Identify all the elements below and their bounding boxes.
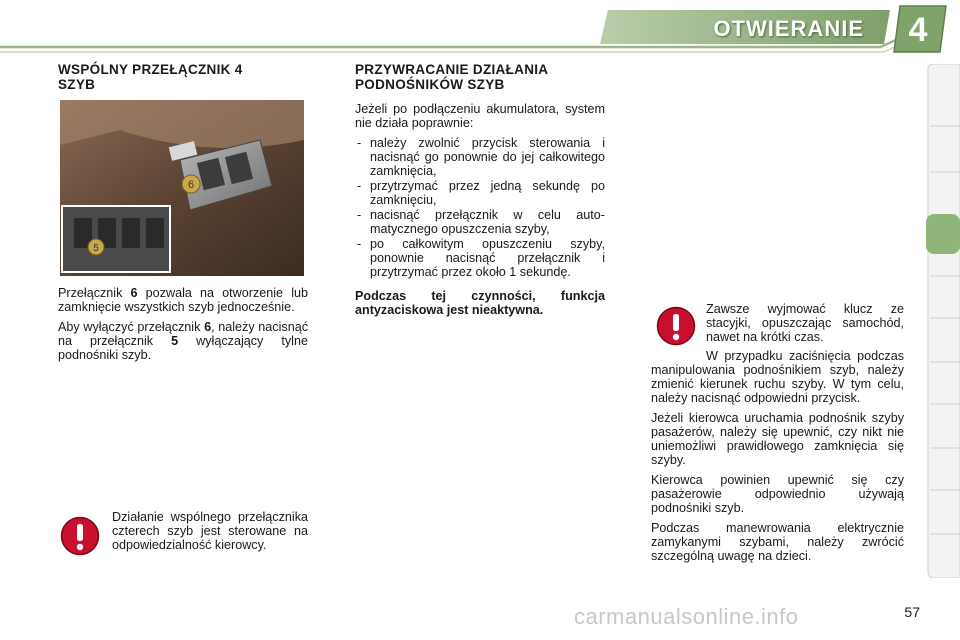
text-run: , należy nacisnąć na przełącznik — [58, 320, 309, 348]
section-title-common-switch — [58, 62, 308, 92]
chapter-title: OTWIERANIE — [713, 16, 864, 41]
warning-text: Działanie wspólnego przełącznika czterech szyb jest sterowane na odpowiedzialność kierowcy. — [112, 510, 308, 552]
title-line: WSPÓLNY PRZEŁĄCZNIK 4 — [58, 62, 243, 77]
warning-text: Zawsze wyjmować klucz ze stacyjki, opuszczając samochód, nawet na krótki czas. — [706, 302, 904, 344]
intro-text: Jeżeli po podłączeniu akumulatora, system nie działa poprawnie: — [355, 102, 605, 130]
switch-number: 5 — [171, 334, 179, 348]
list-item: - należy zwolnić przycisk sterowania i nacisnąć go ponownie do jej całkowitego zamknięcia, — [355, 136, 605, 178]
paragraph: Jeżeli kierowca uruchamia podnośnik szyby pasażerów, należy się upewnić, czy nikt nie uniemożliwi prawidłowego zamknięcia się szyby. — [651, 411, 904, 467]
warning-icon — [656, 306, 696, 346]
text-run: Aby wyłączyć przełącznik — [58, 320, 205, 334]
steps-list — [355, 136, 605, 279]
list-item: - po całkowitym opuszczeniu szyby, ponownie nacisnąć przełącznik i przytrzymać przez około 1 sekundę. — [355, 237, 605, 279]
paragraph — [58, 286, 308, 314]
title-line: PODNOŚNIKÓW SZYB — [355, 77, 505, 92]
right-warning-head — [706, 302, 904, 350]
left-column — [58, 62, 308, 92]
warning-icon — [60, 516, 100, 556]
page-number: 57 — [904, 604, 920, 620]
paragraph: Podczas manewrowania elektrycznie zamykanymi szybami, należy zwrócić szczególną uwagę na dzieci. — [651, 521, 904, 563]
text-run: Przełącznik — [58, 286, 131, 300]
middle-column — [355, 62, 605, 323]
section-title-restore — [355, 62, 605, 92]
door-switch-photo — [60, 100, 304, 276]
paragraph: Kierowca powinien upewnić się czy pasażerowie odpowiednio używają podnośniki szyb. — [651, 473, 904, 515]
watermark: carmanualsonline.info — [574, 604, 799, 629]
title-line: PRZYWRACANIE DZIAŁANIA — [355, 62, 549, 77]
text-run: wyłączający tylne podnośniki szyb. — [58, 334, 308, 362]
text-run: pozwala na otworzenie lub zamknięcie wszystkich szyb jednocześnie. — [58, 286, 309, 314]
title-line: SZYB — [58, 77, 96, 92]
list-item: - przytrzymać przez jedną sekundę po zamknięciu, — [355, 179, 605, 207]
right-column — [651, 349, 904, 569]
anti-pinch-note: Podczas tej czynności, funkcja antyzaciskowa jest nieaktywna. — [355, 289, 605, 317]
callout-5-marker: 5 — [93, 243, 99, 254]
chapter-number: 4 — [908, 11, 928, 49]
switch-number: 6 — [204, 320, 212, 334]
switch-number: 6 — [130, 286, 138, 300]
paragraph — [58, 320, 308, 362]
left-warning — [112, 510, 308, 558]
chapter-side-tabs — [926, 64, 960, 578]
callout-6-marker: 6 — [187, 179, 195, 191]
paragraph: W przypadku zaciśnięcia podczas manipulowania podnośnikiem szyb, należy zmienić kierunek ruchu szyby. W tym celu, należy nacisnąć odpowiedni przycisk. — [651, 349, 904, 405]
list-item: - nacisnąć przełącznik w celu automatycznego opuszczenia szyby, — [355, 208, 605, 236]
left-body — [58, 286, 308, 368]
